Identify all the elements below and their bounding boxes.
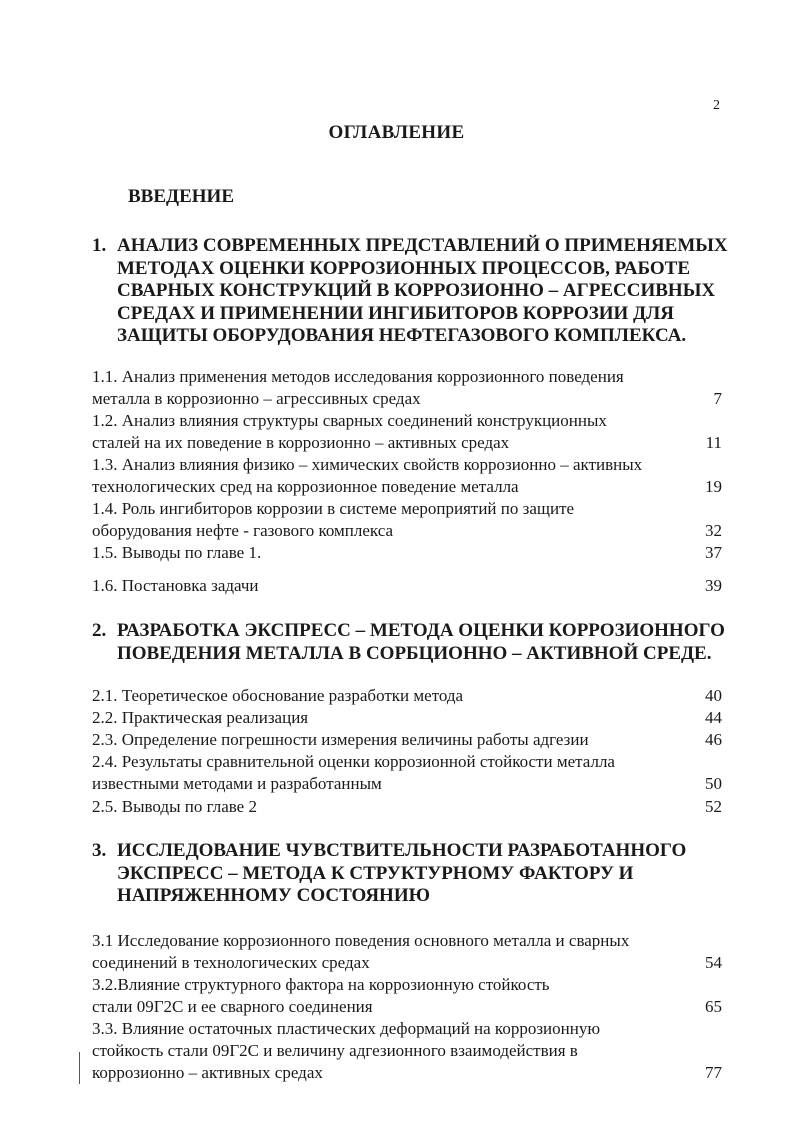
toc-entry-2-1 xyxy=(92,685,722,707)
chapter-number: 1. xyxy=(92,235,107,256)
chapter-title-line: СВАРНЫХ КОНСТРУКЦИЙ В КОРРОЗИОННО – АГРЕССИВНЫХ xyxy=(117,280,716,301)
toc-entry-page: 37 xyxy=(705,543,722,562)
toc-entry-text: 3.1 Исследование коррозионного поведения основного металла и сварных xyxy=(92,931,630,950)
toc-entry-text: 1.2. Анализ влияния структуры сварных соединений конструкционных xyxy=(92,411,607,430)
toc-entry-page: 19 xyxy=(705,477,722,496)
toc-entry-page: 40 xyxy=(705,686,722,705)
toc-entry-text: 1.6. Постановка задачи xyxy=(92,576,259,595)
toc-entry-page: 7 xyxy=(713,389,722,408)
toc-entry-2-4 xyxy=(92,751,722,795)
toc-entry-page: 32 xyxy=(705,521,722,540)
toc-entry-text: технологических сред на коррозионное поведение металла xyxy=(92,477,519,496)
toc-entry-2-2 xyxy=(92,707,722,729)
toc-entry-1-2 xyxy=(92,410,722,454)
toc-entry-text: 2.3. Определение погрешности измерения величины работы адгезии xyxy=(92,730,589,749)
toc-entry-text: 2.1. Теоретическое обоснование разработки метода xyxy=(92,686,464,705)
chapter-title-line: ЗАЩИТЫ ОБОРУДОВАНИЯ НЕФТЕГАЗОВОГО КОМПЛЕКСА. xyxy=(117,325,687,346)
toc-entry-2-3 xyxy=(92,729,722,751)
toc-entry-text: коррозионно – активных средах xyxy=(92,1063,323,1082)
toc-entry-page: 50 xyxy=(705,774,722,793)
toc-chapter-2-heading xyxy=(92,620,732,665)
chapter-title-line: РАЗРАБОТКА ЭКСПРЕСС – МЕТОДА ОЦЕНКИ КОРРОЗИОННОГО xyxy=(117,620,725,641)
toc-entry-text: 2.2. Практическая реализация xyxy=(92,708,309,727)
toc-entry-text: сталей на их поведение в коррозионно – активных средах xyxy=(92,433,510,452)
toc-entry-text: 1.5. Выводы по главе 1. xyxy=(92,543,262,562)
toc-chapter-3-heading xyxy=(92,840,732,908)
chapter-title-line: ИССЛЕДОВАНИЕ ЧУВСТВИТЕЛЬНОСТИ РАЗРАБОТАННОГО xyxy=(117,840,687,861)
toc-entry-page: 54 xyxy=(705,953,722,972)
toc-entry-text: стали 09Г2С и ее сварного соединения xyxy=(92,997,373,1016)
page-number: 2 xyxy=(713,98,720,113)
toc-entry-3-1 xyxy=(92,930,722,974)
toc-entry-1-5 xyxy=(92,542,722,564)
chapter-title-line: СРЕДАХ И ПРИМЕНЕНИИ ИНГИБИТОРОВ КОРРОЗИИ ДЛЯ xyxy=(117,302,675,324)
toc-entry-page: 77 xyxy=(705,1063,722,1082)
scan-margin-line xyxy=(79,1052,80,1084)
toc-entry-page: 39 xyxy=(705,576,722,595)
toc-entry-text: 3.2.Влияние структурного фактора на коррозионную стойкость xyxy=(92,975,550,994)
chapter-title-line: НАПРЯЖЕННОМУ СОСТОЯНИЮ xyxy=(117,885,430,906)
toc-entry-text: соединений в технологических средах xyxy=(92,953,370,972)
toc-entry-text: известными методами и разработанным xyxy=(92,774,382,793)
toc-chapter-1-heading xyxy=(92,235,732,348)
toc-entry-page: 11 xyxy=(705,433,722,452)
toc-entry-page: 65 xyxy=(705,997,722,1016)
toc-entry-text: 3.3. Влияние остаточных пластических деформаций на коррозионную xyxy=(92,1019,601,1038)
toc-entry-1-1 xyxy=(92,366,722,410)
toc-intro-heading: ВВЕДЕНИЕ xyxy=(128,186,234,207)
toc-entry-text: стойкость стали 09Г2С и величину адгезионного взаимодействия в xyxy=(92,1041,578,1060)
toc-entry-1-6 xyxy=(92,575,722,597)
chapter-number: 2. xyxy=(92,620,107,641)
chapter-title-line: ПОВЕДЕНИЯ МЕТАЛЛА В СОРБЦИОННО – АКТИВНОЙ СРЕДЕ. xyxy=(117,642,712,664)
toc-entry-2-5 xyxy=(92,796,722,818)
toc-entry-page: 44 xyxy=(705,708,722,727)
toc-entry-text: 1.3. Анализ влияния физико – химических свойств коррозионно – активных xyxy=(92,455,643,474)
toc-entry-text: металла в коррозионно – агрессивных средах xyxy=(92,389,421,408)
chapter-title-line: ЭКСПРЕСС – МЕТОДА К СТРУКТУРНОМУ ФАКТОРУ И xyxy=(117,862,634,884)
toc-entry-text: 1.4. Роль ингибиторов коррозии в системе мероприятий по защите xyxy=(92,499,575,518)
toc-entry-3-2 xyxy=(92,974,722,1018)
toc-entry-1-3 xyxy=(92,454,722,498)
toc-entry-page: 52 xyxy=(705,797,722,816)
toc-entry-text: 2.5. Выводы по главе 2 xyxy=(92,797,257,816)
page-title: ОГЛАВЛЕНИЕ xyxy=(328,122,465,143)
toc-entry-text: 2.4. Результаты сравнительной оценки коррозионной стойкости металла xyxy=(92,752,615,771)
toc-entry-page: 46 xyxy=(705,730,722,749)
toc-entry-1-4 xyxy=(92,498,722,542)
toc-entry-text: оборудования нефте - газового комплекса xyxy=(92,521,394,540)
toc-entry-3-3 xyxy=(92,1018,722,1084)
chapter-title-line: МЕТОДАХ ОЦЕНКИ КОРРОЗИОННЫХ ПРОЦЕССОВ, РАБОТЕ xyxy=(117,257,691,279)
chapter-number: 3. xyxy=(92,840,107,861)
toc-entry-text: 1.1. Анализ применения методов исследования коррозионного поведения xyxy=(92,367,624,386)
chapter-title-line: АНАЛИЗ СОВРЕМЕННЫХ ПРЕДСТАВЛЕНИЙ О ПРИМЕНЯЕМЫХ xyxy=(117,235,728,256)
